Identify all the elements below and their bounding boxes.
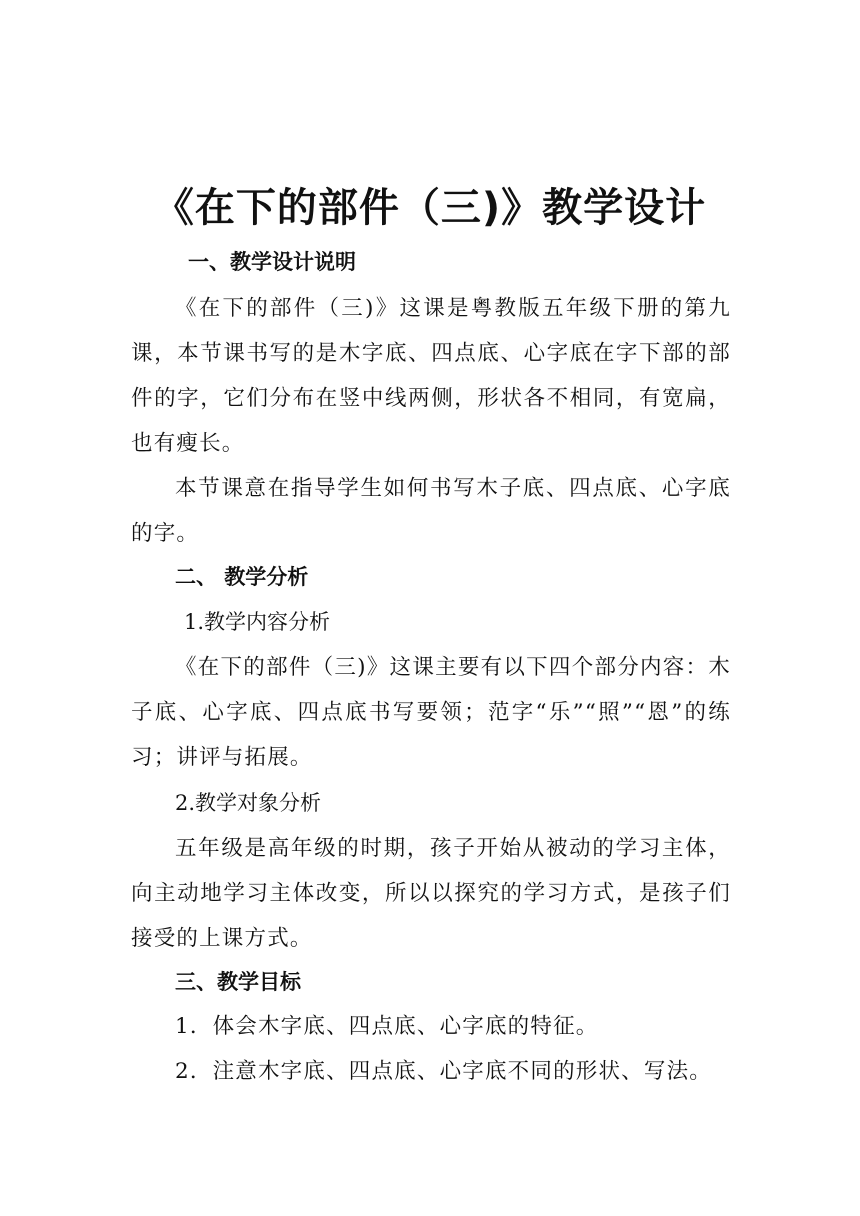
section-heading-analysis: 二、 教学分析: [175, 565, 309, 589]
section-heading-objectives: 三、教学目标: [175, 970, 301, 994]
paragraph-audience-analysis: 五年级是高年级的时期，孩子开始从被动的学习主体，向主动地学习主体改变，所以以探究的学习方式，是孩子们接受的上课方式。: [131, 836, 731, 951]
subheading-audience-analysis: 2.教学对象分析: [175, 791, 322, 815]
subheading-content-analysis: 1.教学内容分析: [184, 610, 331, 634]
objective-item-1: 1．体会木字底、四点底、心字底的特征。: [175, 1014, 599, 1039]
objective-item-2: 2．注意木字底、四点底、心字底不同的形状、写法。: [175, 1059, 712, 1084]
paragraph-content-analysis: 《在下的部件（三)》这课主要有以下四个部分内容：木子底、心字底、四点底书写要领；范字“乐”“照”“恩”的练习；讲评与拓展。: [131, 655, 731, 770]
paragraph-course-purpose: 本节课意在指导学生如何书写木子底、四点底、心字底的字。: [131, 476, 731, 546]
paragraph-course-description: 《在下的部件（三)》这课是粤教版五年级下册的第九课，本节课书写的是木字底、四点底、心字底在字下部的部件的字，它们分布在竖中线两侧，形状各不相同，有宽扁，也有瘦长。: [131, 296, 731, 456]
section-heading-design-notes: 一、教学设计说明: [188, 250, 356, 274]
document-title: 《在下的部件（三)》教学设计: [153, 185, 707, 231]
